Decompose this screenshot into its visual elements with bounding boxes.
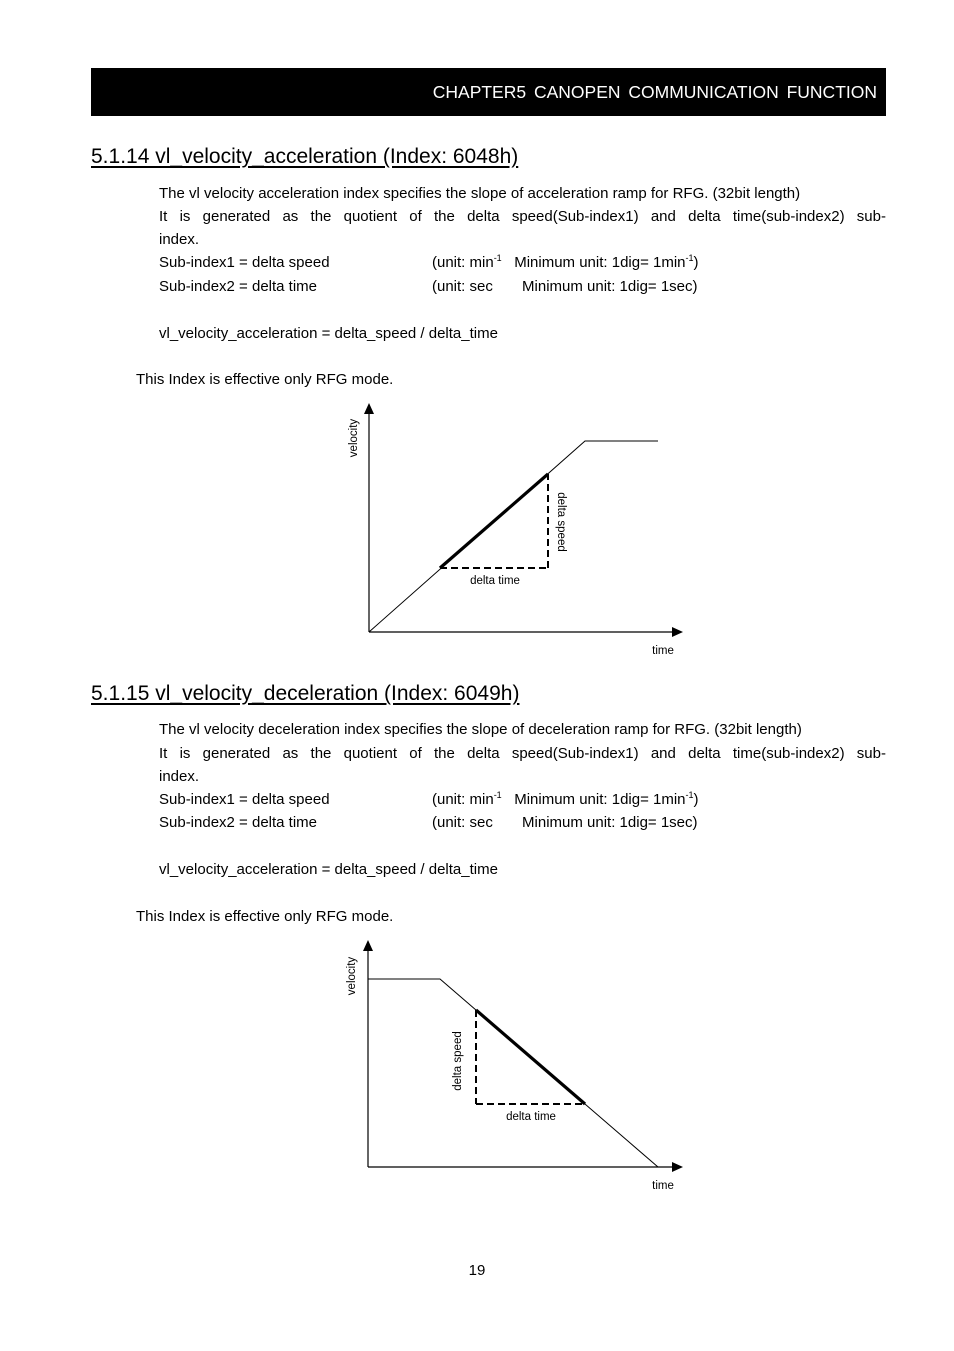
acceleration-slope-segment [440, 474, 548, 568]
delta-time-label: delta time [470, 575, 520, 587]
sub-index2-label-2: Sub-index2 = delta time [159, 814, 318, 831]
sub-index1-label-2: Sub-index1 = delta speed [159, 791, 330, 808]
delta-time-label: delta time [506, 1111, 556, 1123]
x-axis-arrow [672, 627, 683, 637]
chapter-title: CHAPTER5 CANOPEN COMMUNICATION FUNCTION [432, 82, 877, 102]
sub-index2-unit-2: (unit: sec Minimum unit: 1dig= 1sec) [432, 814, 698, 831]
deceleration-quotient-text: It is generated as the quotient of the delta speed(Sub-index1) and delta time(sub-index2) sub- [159, 745, 886, 762]
acceleration-formula: vl_velocity_acceleration = delta_speed / delta_time [159, 325, 498, 342]
rfg-mode-note-2: This Index is effective only RFG mode. [136, 908, 394, 925]
deceleration-ramp-line [368, 979, 658, 1167]
acceleration-ramp-figure [348, 403, 683, 657]
acceleration-ramp-line [369, 441, 658, 632]
rfg-mode-note: This Index is effective only RFG mode. [136, 371, 394, 388]
sub-index1-unit: (unit: $\min^{-1}$ Minimum unit: $1dig= 1\min^{-1}$) [432, 253, 699, 271]
page-number: 19 [468, 1262, 486, 1279]
deceleration-slope-segment [476, 1010, 585, 1104]
x-axis-label: time [652, 1180, 674, 1192]
sub-index1-unit-2: (unit: $\min^{-1}$ Minimum unit: $1dig= 1\min^{-1}$) [432, 790, 699, 808]
y-axis-label: velocity [348, 418, 360, 458]
sub-index2-label: Sub-index2 = delta time [159, 278, 318, 295]
acceleration-quotient-text-end: index. [159, 231, 200, 248]
section-heading-acceleration: 5.1.14 vl_velocity_acceleration (Index: 6048h) [91, 145, 519, 168]
deceleration-quotient-text-end: index. [159, 768, 200, 785]
section-heading-deceleration: 5.1.15 vl_velocity_deceleration (Index: 6049h) [91, 682, 520, 705]
deceleration-ramp-figure [346, 940, 683, 1192]
y-axis-arrow [364, 403, 374, 414]
y-axis-arrow [363, 940, 373, 951]
acceleration-description: The vl velocity acceleration index specifies the slope of acceleration ramp for RFG. (32bit length) [159, 185, 801, 202]
delta-speed-label: delta speed [452, 1031, 464, 1091]
acceleration-quotient-text: It is generated as the quotient of the delta speed(Sub-index1) and delta time(sub-index2) sub- [159, 208, 886, 225]
x-axis-label: time [652, 645, 674, 657]
sub-index2-unit: (unit: sec Minimum unit: 1dig= 1sec) [432, 278, 698, 295]
delta-speed-label: delta speed [555, 492, 567, 552]
y-axis-label: velocity [346, 956, 358, 996]
x-axis-arrow [672, 1162, 683, 1172]
deceleration-description: The vl velocity deceleration index specifies the slope of deceleration ramp for RFG. (32bit length) [159, 721, 802, 738]
sub-index1-label: Sub-index1 = delta speed [159, 254, 330, 271]
deceleration-formula: vl_velocity_acceleration = delta_speed / delta_time [159, 861, 498, 878]
